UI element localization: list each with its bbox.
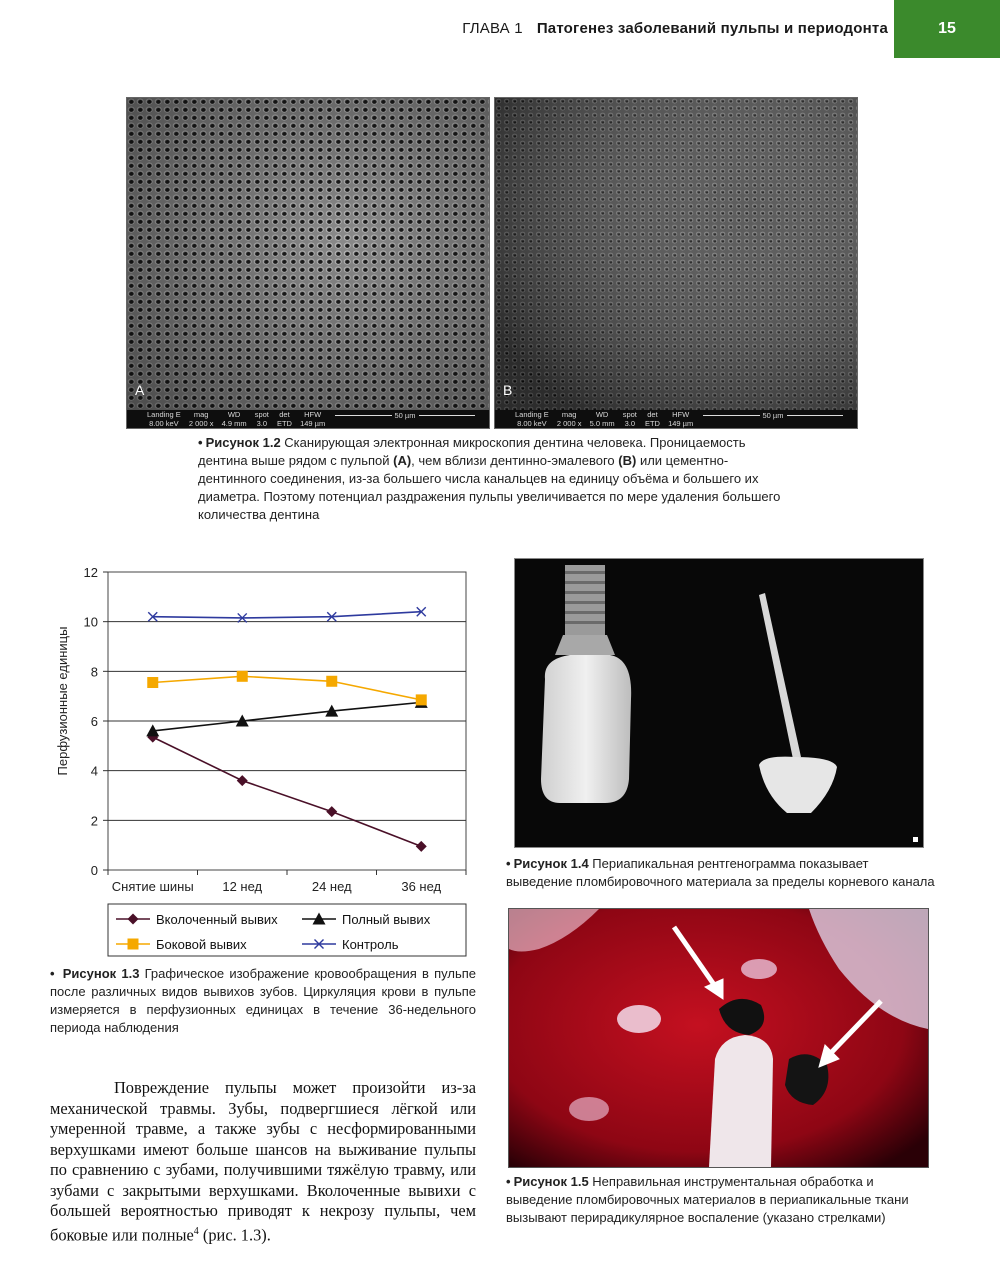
histology-image [508,908,929,1168]
sem-databar-b: Landing E 8.00 keV mag 2 000 x WD 5.0 mm spot 3.0 det ETD HFW 149 µm 50 µm [495,410,857,428]
data-point [416,694,427,705]
sem-image-a [126,97,490,429]
legend-label: Полный вывих [342,912,431,927]
xray-image [514,558,924,848]
y-tick-label: 10 [83,614,98,630]
data-point [147,677,158,688]
scale-bar-a: 50 µm [335,411,475,420]
figure-1-4-label: Рисунок 1.4 [513,856,589,871]
y-tick-label: 4 [90,763,98,779]
caption-bullet-icon: • [198,435,203,450]
figure-1-3-caption: • Рисунок 1.3 Графическое изображение кровообращения в пульпе после различных видов вывихов зубов. Циркуляция крови в пульпе измеряется в перфузионных единицах в течение 36-недельного периода наблюдения [50,966,476,1035]
figure-1-2-caption: • Рисунок 1.2 Сканирующая электронная микроскопия дентина человека. Проницаемость дентина выше рядом с пульпой (А), чем вблизи дентинно-эмалевого (В) или цементно-дентинного соединения, из-за большего числа канальцев на единицу объёма и большего их диаметра. Поэтому потенциал раздражения пульпы увеличивается по мере удаления большего количества дентина [198,435,781,522]
xray-illustration [515,559,923,847]
y-tick-label: 2 [90,813,98,829]
y-tick-label: 6 [90,714,98,729]
legend-label: Боковой вывих [156,937,247,952]
legend-label: Вколоченный вывих [156,912,278,927]
perfusion-chart [50,562,480,960]
caption-bullet-icon: • [506,1174,511,1189]
figure-1-2-label: Рисунок 1.2 [205,435,281,450]
footnote-ref[interactable]: 4 [193,1225,199,1237]
figure-1-5-label: Рисунок 1.5 [513,1174,589,1189]
x-tick-label: 36 нед [401,879,442,894]
x-tick-label: 24 нед [311,879,352,894]
histology-illustration [509,909,928,1167]
caption-bullet-icon: • [50,966,55,981]
figure-1-4-caption: • Рисунок 1.4 Периапикальная рентгенограмма показывает выведение пломбировочного материала за пределы корневого канала [506,856,935,889]
chapter-label: ГЛАВА 1 [462,20,523,37]
chapter-title: Патогенез заболеваний пульпы и периодонта [536,20,888,37]
legend-label: Контроль [342,937,399,952]
legend-marker [128,939,139,950]
y-axis-label: Перфузионные единицы [55,626,70,776]
y-tick-label: 0 [90,863,98,878]
y-tick-label: 8 [90,664,98,680]
figure-1-3-label: Рисунок 1.3 [62,966,140,981]
sem-image-b [494,97,858,429]
sem-databar-a: Landing E 8.00 keV mag 2 000 x WD 4.9 mm spot 3.0 det ETD HFW 149 µm 50 µm [127,410,489,428]
x-tick-label: 12 нед [222,879,263,894]
sem-label-b: B [503,382,513,398]
data-point [237,671,248,682]
sem-texture-b [495,98,857,410]
sem-texture-a [127,98,489,410]
caption-bullet-icon: • [506,856,511,871]
running-header [462,20,888,37]
data-point [326,676,337,687]
y-tick-label: 12 [83,565,98,580]
page-number: 15 [894,0,1000,58]
body-paragraph: Повреждение пульпы может произойти из-за механической травмы. Зубы, подвергшиеся лёгкой или умеренной травме, а также зубы с несформированными верхушками имеют больше шансов на выживание пульпы по сравнению с зубами, получившими тяжёлую травму, или зубами с закрытыми верхушками. Вколоченные вывихи с большей вероятностью приводят к некрозу пульпы, чем боковые или полные$^4$ (рис. 1.3). [50,1078,476,1244]
scale-bar-b: 50 µm [703,411,843,420]
x-tick-label: Снятие шины [111,879,194,894]
sem-label-a: A [135,382,145,398]
figure-1-5-caption: • Рисунок 1.5 Неправильная инструментальная обработка и выведение пломбировочных материалов в периапикальные ткани вызывают перирадикулярное воспаление (указано стрелками) [506,1174,909,1225]
